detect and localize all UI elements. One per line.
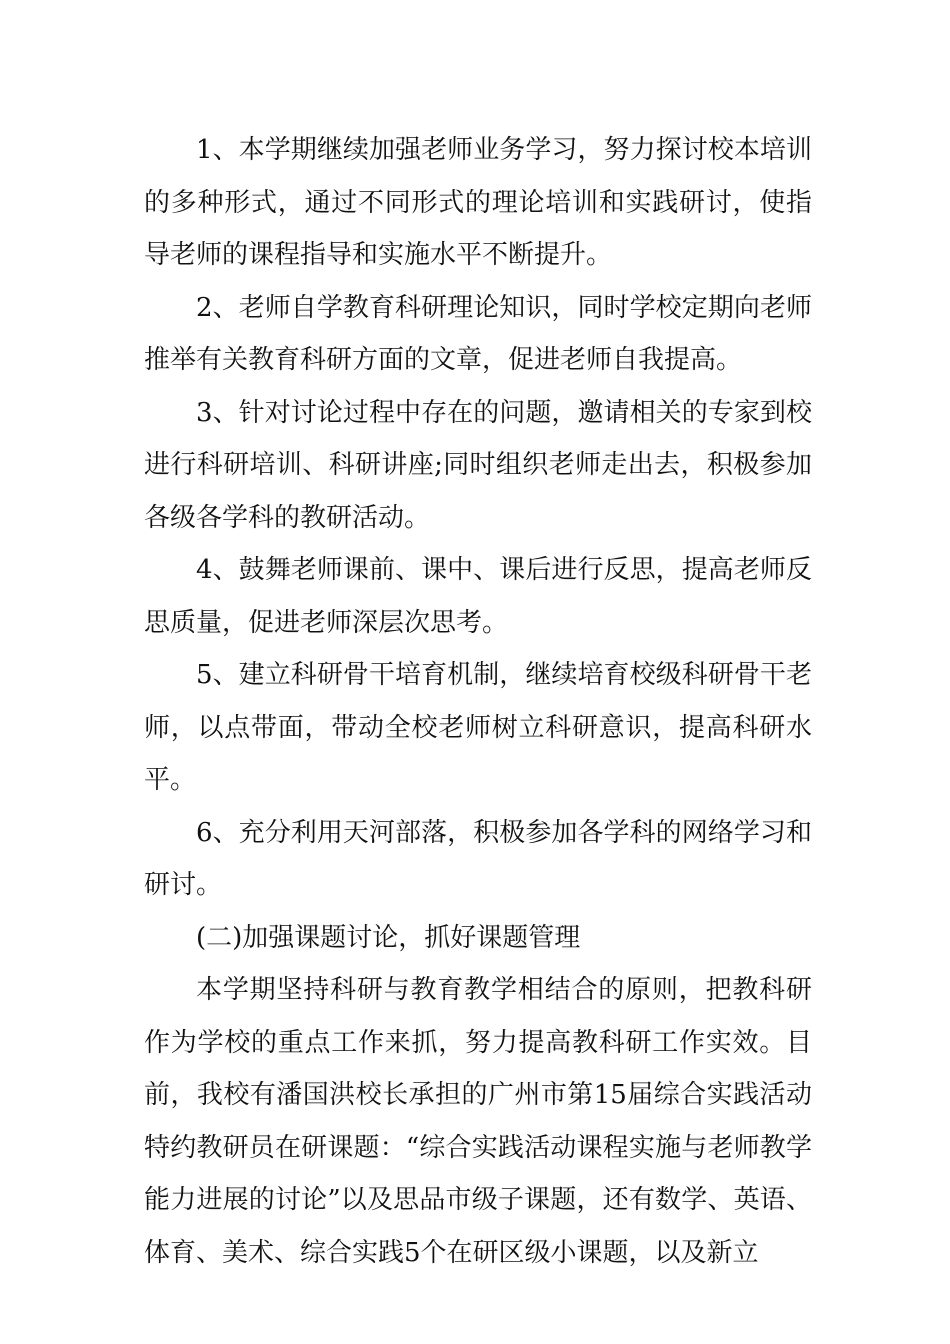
paragraph-item-3: 3、针对讨论过程中存在的问题，邀请相关的专家到校进行科研培训、科研讲座;同时组织老师走出去，积极参加各级各学科的教研活动。 — [144, 397, 812, 533]
paragraph-item-4: 4、鼓舞老师课前、课中、课后进行反思，提高老师反思质量，促进老师深层次思考。 — [144, 555, 812, 638]
paragraph-item-5: 5、建立科研骨干培育机制，继续培育校级科研骨干老师，以点带面，带动全校老师树立科研意识，提高科研水平。 — [144, 660, 812, 795]
section-heading: (二)加强课题讨论，抓好课题管理 — [196, 922, 581, 953]
paragraph-item-1: 1、本学期继续加强老师业务学习，努力探讨校本培训的多种形式，通过不同形式的理论培训和实践研讨，使指导老师的课程指导和实施水平不断提升。 — [144, 135, 812, 270]
document-body — [144, 124, 812, 1279]
paragraph-item-2: 2、老师自学教育科研理论知识，同时学校定期向老师推举有关教育科研方面的文章，促进老师自我提高。 — [144, 292, 812, 375]
paragraph-item-6: 6、充分利用天河部落，积极参加各学科的网络学习和研讨。 — [144, 817, 812, 900]
body-paragraph: 本学期坚持科研与教育教学相结合的原则，把教科研作为学校的重点工作来抓，努力提高教科研工作实效。目前，我校有潘国洪校长承担的广州市第15届综合实践活动特约教研员在研课题：“综合实践活动课程实施与老师教学能力进展的讨论”以及思品市级子课题，还有数学、英语、体育、美术、综合实践5个在研区级小课题，以及新立 — [144, 975, 812, 1268]
